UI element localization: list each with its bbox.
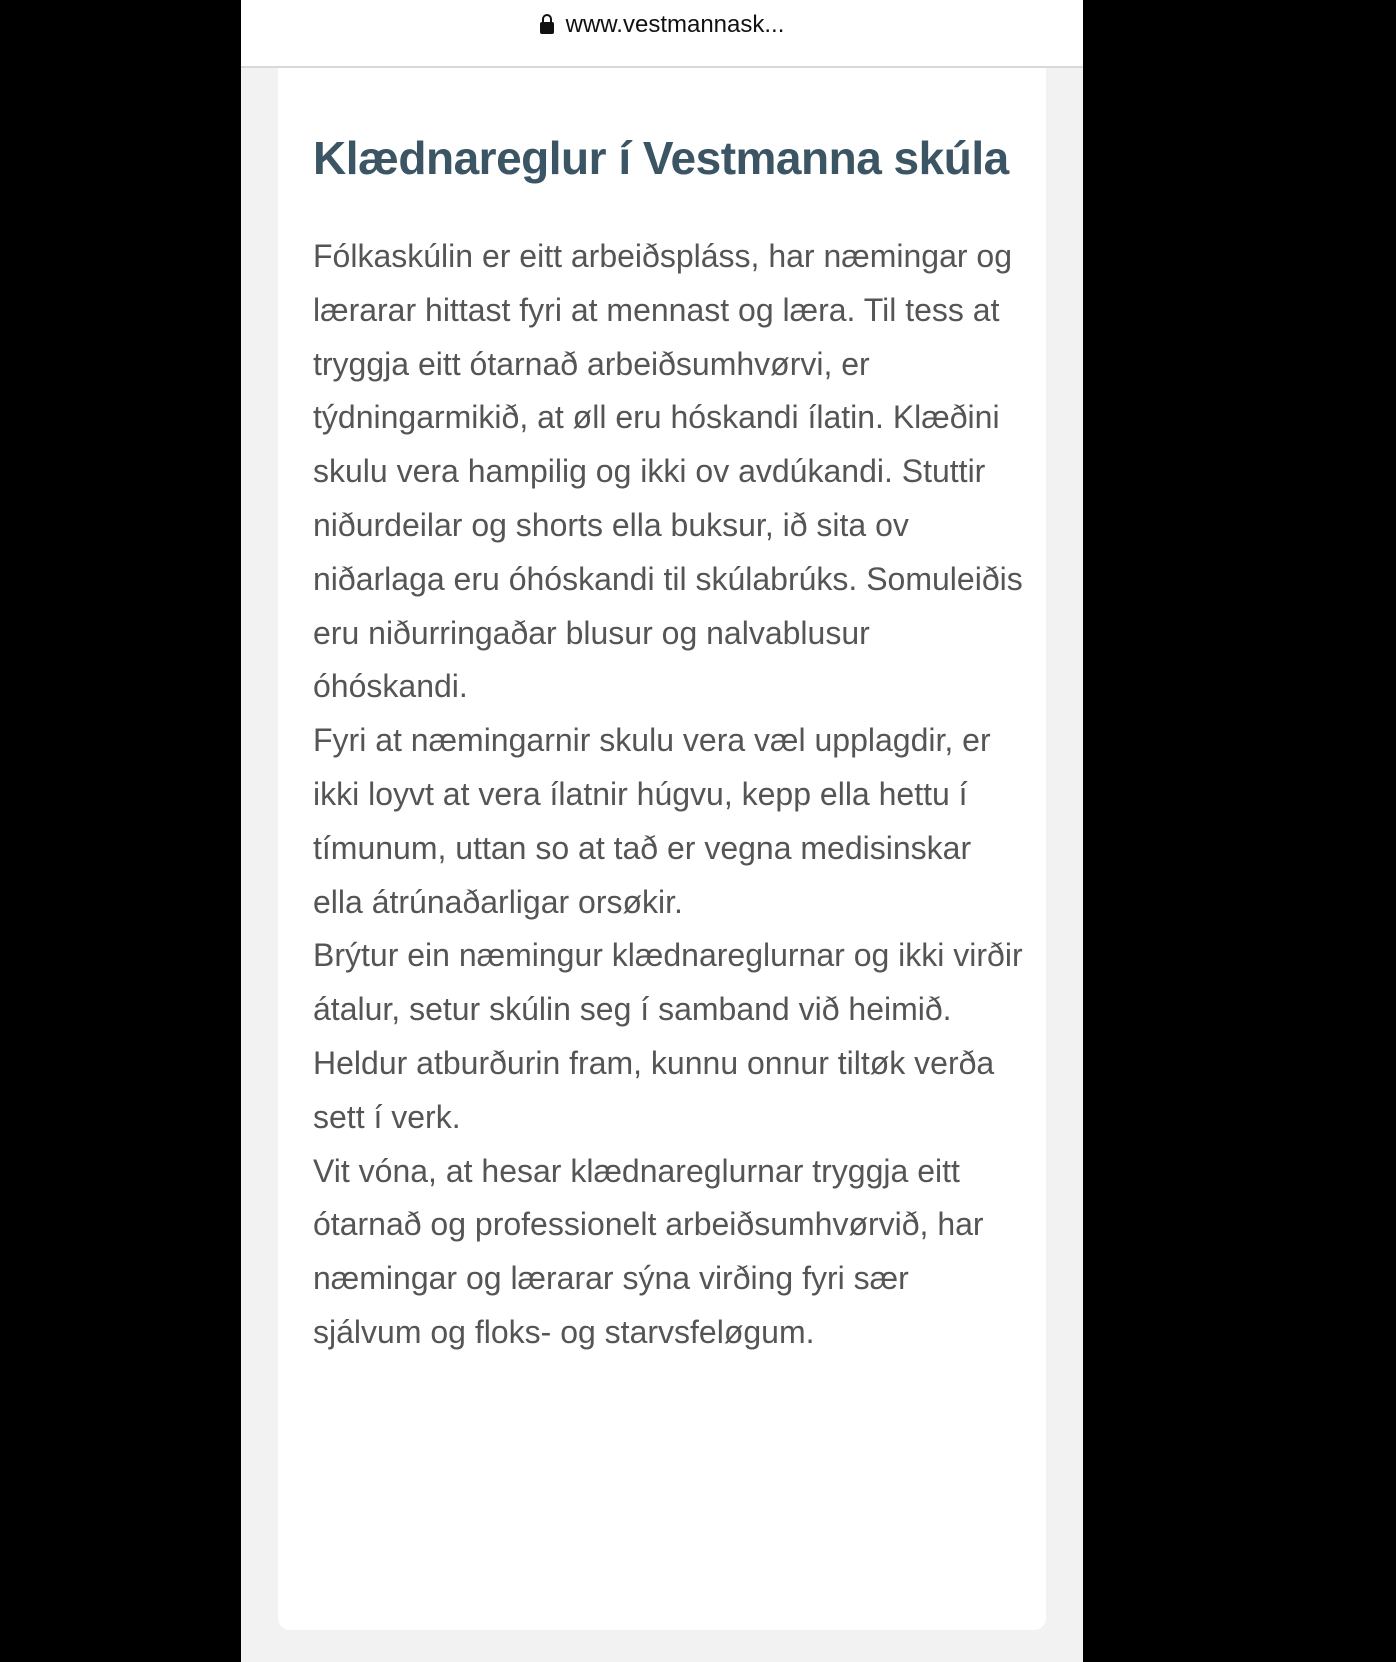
address-bar[interactable] — [241, 0, 1083, 68]
article-body — [313, 230, 1025, 1360]
article-paragraph: Fólkaskúlin er eitt arbeiðspláss, har næmingar og lærarar hittast fyri at mennast og læra. Til tess at tryggja eitt ótarnað arbeiðsumhvørvi, er týdningarmikið, at øll eru hóskandi ílatin. Klæðini skulu vera hampilig og ikki ov avdúkandi. Stuttir niðurdeilar og shorts ella buksur, ið sita ov niðarlaga eru óhóskandi til skúlabrúks. Somuleiðis eru niðurringaðar blusur og nalvablusur óhóskandi. — [313, 238, 1023, 705]
article-paragraph: Brýtur ein næmingur klædnareglurnar og ikki virðir átalur, setur skúlin seg í samband við heimið. Heldur atburðurin fram, kunnu onnur tiltøk verða sett í verk. — [313, 937, 1023, 1135]
lock-icon — [540, 22, 554, 34]
address-bar-content[interactable] — [241, 10, 1083, 40]
page-title: Klædnareglur í Vestmanna skúla — [313, 132, 1009, 184]
article-paragraph: Fyri at næmingarnir skulu vera væl upplagdir, er ikki loyvt at vera ílatnir húgvu, kepp ella hettu í tímunum, uttan so at tað er vegna medisinskar ella átrúnaðarligar orsøkir. — [313, 722, 991, 920]
article-paragraph: Vit vóna, at hesar klædnareglurnar tryggja eitt ótarnað og professionelt arbeiðsumhvørvið, har næmingar og lærarar sýna virðing fyri sær sjálvum og floks- og starvsfeløgum. — [313, 1152, 984, 1350]
address-bar-url[interactable]: www.vestmannask... — [565, 11, 785, 38]
browser-viewport — [241, 0, 1083, 1662]
article-card — [278, 68, 1046, 1630]
